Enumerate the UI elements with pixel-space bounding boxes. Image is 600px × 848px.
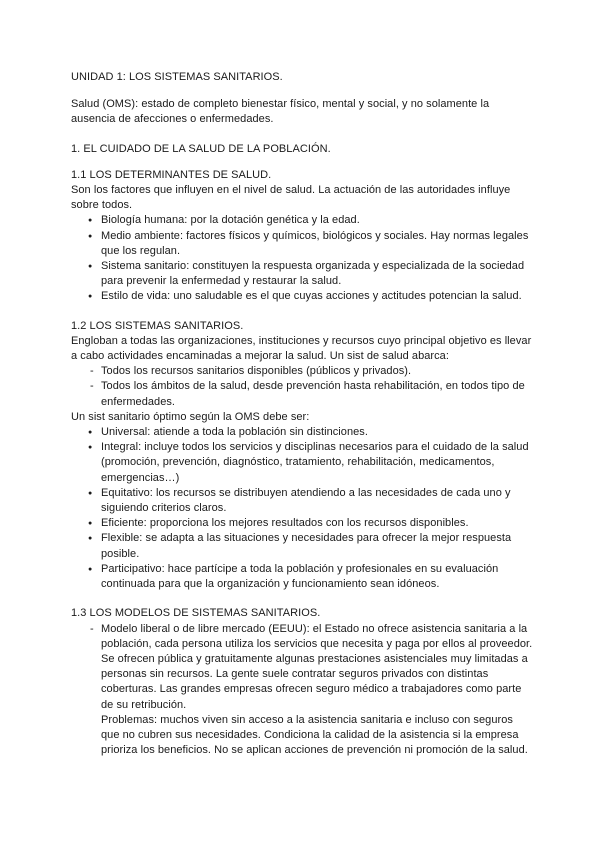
list-item: ● Biología humana: por la dotación genética y la edad.: [71, 213, 533, 228]
list-item: ● Medio ambiente: factores físicos y químicos, biológicos y sociales. Hay normas legales que los regulan.: [71, 229, 533, 259]
section-1-1-intro: Son los factores que influyen en el nivel de salud. La actuación de las autoridades influye sobre todos.: [71, 184, 511, 212]
list-item: ● Estilo de vida: uno saludable es el que cuyas acciones y actitudes potencian la salud.: [71, 289, 533, 304]
health-definition: Salud (OMS): estado de completo bienestar físico, mental y social, y no solamente la ausencia de afecciones o enfermedades.: [71, 98, 490, 126]
model-liberal-problems: Problemas: muchos viven sin acceso a la asistencia sanitaria e incluso con seguros que no cubren sus necesidades. Condiciona la calidad de la asistencia si la empresa prioriza los beneficios. No se aplican acciones de prevención ni promoción de la salud.: [101, 713, 528, 757]
list-item: ● Integral: incluye todos los servicios y disciplinas necesarios para el cuidado de la salud (promoción, prevención, diagnóstico, tratamiento, rehabilitación, medicamentos, emergencias…): [71, 440, 533, 486]
document-page: [71, 70, 533, 758]
section-1-heading: 1. EL CUIDADO DE LA SALUD DE LA POBLACIÓN.: [71, 142, 331, 155]
list-item: ● Sistema sanitario: constituyen la respuesta organizada y especializada de la sociedad para prevenir la enfermedad y restaurar la salud.: [71, 259, 533, 289]
list-item: - Todos los ámbitos de la salud, desde prevención hasta rehabilitación, en todos tipo de enfermedades.: [71, 379, 533, 409]
model-liberal-text: Modelo liberal o de libre mercado (EEUU): el Estado no ofrece asistencia sanitaria a la población, cada persona utiliza los servicios que necesita y paga por ellos al proveedor. Se ofrecen pública y gratuitamente algunas prestaciones asistenciales muy limitadas a personas sin recursos. La gente suele contratar seguros privados con distintas coberturas. Las grandes empresas ofrecen seguro médico a trabajadores como parte de su retribución.: [101, 622, 533, 711]
who-criteria-list: [71, 425, 533, 592]
list-item: ● Eficiente: proporciona los mejores resultados con los recursos disponibles.: [71, 516, 533, 531]
determinants-list: [71, 213, 533, 304]
section-1-2-intro-2: Un sist sanitario óptimo según la OMS debe ser:: [71, 410, 310, 423]
models-list: [71, 622, 533, 759]
section-1-2-intro: Engloban a todas las organizaciones, instituciones y recursos cuyo principal objetivo es llevar a cabo actividades encaminadas a mejorar la salud. Un sist de salud abarca:: [71, 334, 532, 363]
list-item: ● Universal: atiende a toda la población sin distinciones.: [71, 425, 533, 440]
scope-list: [71, 364, 533, 410]
document-title: UNIDAD 1: LOS SISTEMAS SANITARIOS.: [71, 71, 283, 83]
list-item: ● Equitativo: los recursos se distribuyen atendiendo a las necesidades de cada uno y siguiendo criterios claros.: [71, 486, 533, 516]
list-item: ● Flexible: se adapta a las situaciones y necesidades para ofrecer la mejor respuesta posible.: [71, 531, 533, 561]
section-1-2-heading: 1.2 LOS SISTEMAS SANITARIOS.: [71, 319, 244, 332]
list-item: ● Participativo: hace partícipe a toda la población y profesionales en su evaluación continuada para que la organización y funcionamiento sean idóneos.: [71, 562, 533, 592]
list-item: - Todos los recursos sanitarios disponibles (públicos y privados).: [71, 364, 533, 379]
list-item: [71, 622, 533, 759]
section-1-3-heading: 1.3 LOS MODELOS DE SISTEMAS SANITARIOS.: [71, 607, 321, 620]
section-1-1-heading: 1.1 LOS DETERMINANTES DE SALUD.: [71, 168, 272, 181]
